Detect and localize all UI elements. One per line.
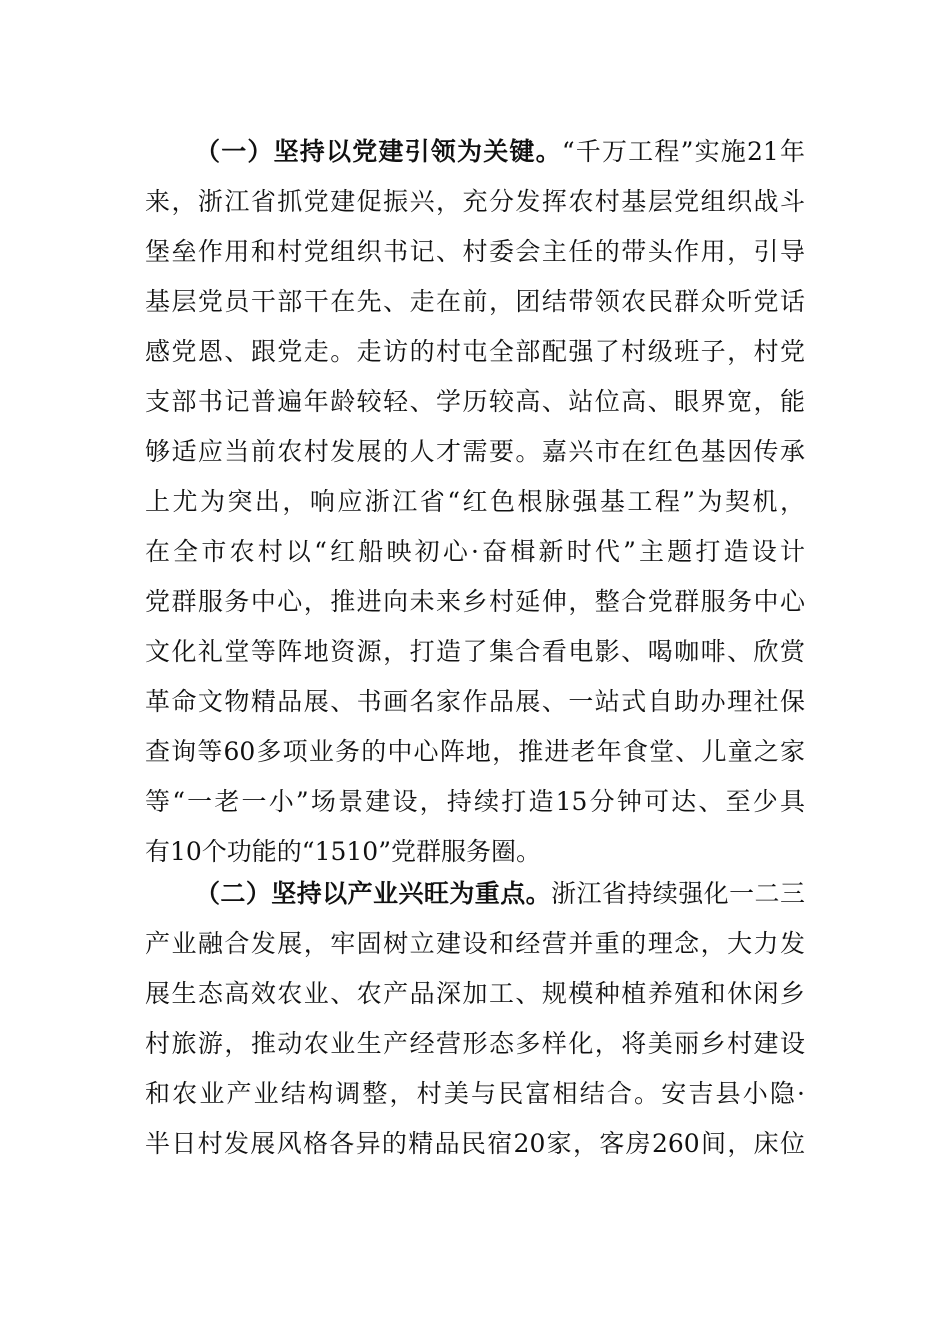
- paragraph-line: [145, 869, 805, 919]
- paragraph-line: 革命文物精品展、书画名家作品展、一站式自助办理社保: [145, 687, 805, 716]
- paragraph-line: 有10个功能的“1510”党群服务圈。: [145, 837, 541, 866]
- paragraph-line: 在全市农村以“红船映初心·奋楫新时代”主题打造设计: [145, 537, 805, 566]
- section-heading: （一）坚持以党建引领为关键。: [195, 137, 562, 166]
- paragraph-line: [145, 127, 805, 177]
- paragraph-line: 村旅游，推动农业生产经营形态多样化，将美丽乡村建设: [145, 1029, 805, 1058]
- paragraph-line: 查询等60多项业务的中心阵地，推进老年食堂、儿童之家: [145, 737, 805, 766]
- paragraph-line: 上尤为突出，响应浙江省“红色根脉强基工程”为契机，: [145, 487, 805, 516]
- paragraph-line: 展生态高效农业、农产品深加工、规模种植养殖和休闲乡: [145, 979, 805, 1008]
- paragraph-line: 半日村发展风格各异的精品民宿20家，客房260间，床位: [145, 1129, 805, 1158]
- paragraph-line: 党群服务中心，推进向未来乡村延伸，整合党群服务中心: [145, 587, 805, 616]
- paragraph-line: 来，浙江省抓党建促振兴，充分发挥农村基层党组织战斗: [145, 187, 805, 216]
- paragraph-line: 和农业产业结构调整，村美与民富相结合。安吉县小隐·: [145, 1079, 805, 1108]
- paragraph-line: 基层党员干部干在先、走在前，团结带领农民群众听党话: [145, 287, 805, 316]
- paragraph-line: 够适应当前农村发展的人才需要。嘉兴市在红色基因传承: [145, 437, 805, 466]
- paragraph-line: 产业融合发展，牢固树立建设和经营并重的理念，大力发: [145, 929, 805, 958]
- paragraph-line: 文化礼堂等阵地资源，打造了集合看电影、喝咖啡、欣赏: [145, 637, 805, 666]
- paragraph-line: 堡垒作用和村党组织书记、村委会主任的带头作用，引导: [145, 237, 805, 266]
- paragraph-line: 感党恩、跟党走。走访的村屯全部配强了村级班子，村党: [145, 337, 805, 366]
- paragraph-line: 等“一老一小”场景建设，持续打造15分钟可达、至少具: [145, 787, 805, 816]
- paragraph-text: “千万工程”实施21年: [561, 137, 805, 166]
- paragraph-text: 浙江省持续强化一二三: [551, 879, 805, 908]
- paragraph-party-building: [145, 127, 805, 877]
- paragraph-line: 支部书记普遍年龄较轻、学历较高、站位高、眼界宽，能: [145, 387, 805, 416]
- paragraph-industry: [145, 869, 805, 1169]
- section-heading: （二）坚持以产业兴旺为重点。: [195, 879, 552, 908]
